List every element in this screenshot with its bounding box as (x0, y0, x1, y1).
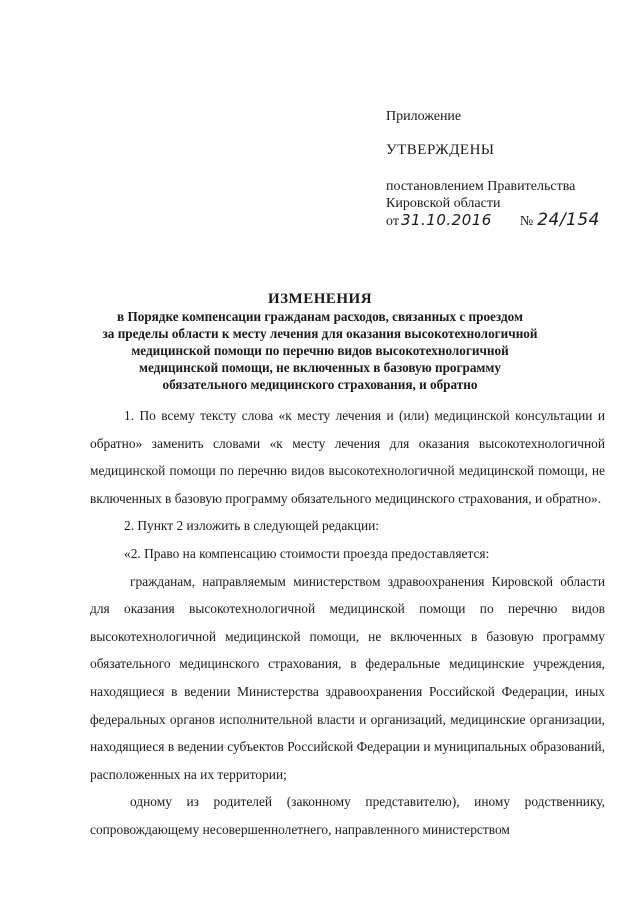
document-heading (20, 290, 620, 393)
paragraph-3: «2. Право на компенсацию стоимости проезда предоставляется: (124, 545, 490, 561)
handwritten-date: 31.10.2016 (400, 211, 492, 229)
appendix-label: Приложение (386, 109, 462, 124)
date-prefix: от (386, 214, 399, 229)
paragraph-1: 1. По всему тексту слова «к месту лечения и (или) медицинской консультации и обратно» заменить словами «к месту лечения для оказания высокотехнологичной медицинской помощи по перечню видов высокотехнологичной медицинской помощи, не включенных в базовую программу обязательного медицинского страхования, и обратно». (90, 408, 605, 506)
paragraph-5: одному из родителей (законному представителю), иному родственнику, сопровождающему несовершеннолетнего, направленного министерством (90, 794, 605, 837)
decree-date-number (386, 212, 626, 230)
decree-reference (386, 178, 626, 230)
heading-title: ИЗМЕНЕНИЯ (267, 291, 373, 307)
decree-line-2: Кировской области (386, 196, 501, 211)
approval-block (386, 108, 626, 230)
decree-line-1: постановлением Правительства (386, 179, 576, 194)
heading-line: в Порядке компенсации гражданам расходов, связанных с проездом (117, 309, 523, 324)
heading-line: медицинской помощи, не включенных в базовую программу (138, 360, 501, 375)
approved-label: УТВЕРЖДЕНЫ (386, 142, 495, 158)
heading-line: медицинской помощи по перечню видов высокотехнологичной (131, 343, 509, 358)
document-body (90, 402, 605, 844)
handwritten-number: 24/154 (537, 210, 600, 230)
paragraph-4: гражданам, направляемым министерством здравоохранения Кировской области для оказания высокотехнологичной медицинской помощи по перечню видов высокотехнологичной медицинской помощи, не включенных в базовую программу обязательного медицинского страхования, в федеральные медицинские учреждения, находящиеся в ведении Министерства здравоохранения Российской Федерации, иных федеральных органов исполнительной власти и организаций, медицинские организации, находящиеся в ведении субъектов Российской Федерации и муниципальных образований, расположенных на их территории; (90, 573, 605, 782)
heading-line: обязательного медицинского страхования, и обратно (162, 377, 478, 392)
heading-line: за пределы области к месту лечения для оказания высокотехнологичной (102, 326, 538, 341)
paragraph-2: 2. Пункт 2 изложить в следующей редакции: (124, 518, 380, 534)
number-prefix: № (519, 214, 534, 229)
